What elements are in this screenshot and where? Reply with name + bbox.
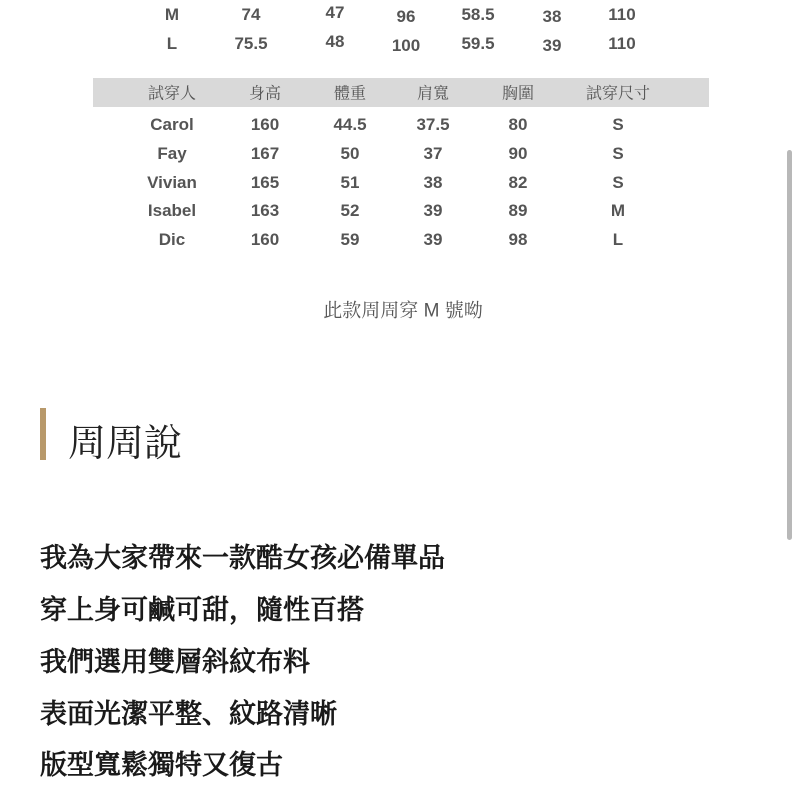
- table-cell: L: [612, 230, 624, 250]
- description-line: 我們選用雙層斜紋布料: [40, 647, 310, 677]
- table-cell: 163: [250, 201, 280, 221]
- size-measurement: 96: [396, 7, 416, 26]
- column-header: 肩寬: [416, 85, 450, 103]
- size-measurement: 58.5: [461, 5, 495, 24]
- description-line: 表面光潔平整、紋路清晰: [40, 699, 337, 729]
- description-line: 我為大家帶來一款酷女孩必備單品: [40, 543, 445, 573]
- column-header: 試穿尺寸: [585, 85, 651, 103]
- size-measurement: 39: [542, 36, 562, 55]
- table-cell: S: [612, 143, 624, 163]
- model-name: Dic: [158, 230, 186, 250]
- section-title: 周周說: [68, 423, 183, 465]
- table-cell: 37.5: [416, 115, 450, 134]
- column-header: 試穿人: [147, 85, 197, 103]
- model-name: Vivian: [147, 172, 197, 192]
- table-cell: 39: [423, 230, 443, 250]
- table-cell: 160: [250, 230, 280, 250]
- table-cell: 37: [423, 143, 443, 163]
- table-cell: M: [610, 201, 626, 221]
- scrollbar[interactable]: [787, 150, 792, 540]
- table-cell: 98: [508, 230, 528, 250]
- size-measurement: 100: [391, 36, 421, 55]
- column-header: 胸圍: [501, 85, 535, 103]
- size-measurement: 74: [241, 5, 261, 24]
- table-cell: 165: [250, 172, 280, 192]
- model-name: Fay: [157, 143, 187, 163]
- model-name: Carol: [150, 115, 194, 134]
- table-cell: 90: [508, 143, 528, 163]
- size-measurement: 75.5: [234, 34, 268, 53]
- table-cell: 38: [423, 172, 443, 192]
- table-cell: 51: [340, 172, 360, 192]
- size-measurement: 47: [325, 3, 345, 22]
- table-cell: 44.5: [333, 115, 367, 134]
- size-label: L: [166, 34, 178, 53]
- table-cell: 50: [340, 143, 360, 163]
- description-line: 穿上身可鹹可甜，隨性百搭: [40, 595, 364, 625]
- size-caption: 此款周周穿 M 號呦: [323, 300, 483, 322]
- table-cell: 167: [250, 143, 280, 163]
- table-cell: 39: [423, 201, 443, 221]
- size-measurement: 110: [608, 5, 636, 24]
- model-name: Isabel: [147, 201, 197, 221]
- column-header: 體重: [333, 85, 367, 103]
- table-cell: 89: [508, 201, 528, 221]
- size-label: M: [164, 5, 180, 24]
- size-measurement: 110: [608, 34, 636, 53]
- table-cell: 59: [340, 230, 360, 250]
- column-header: 身高: [248, 85, 282, 103]
- table-cell: 52: [340, 201, 360, 221]
- table-cell: S: [612, 172, 624, 192]
- size-measurement: 59.5: [461, 34, 495, 53]
- description-line: 版型寬鬆獨特又復古: [40, 750, 283, 780]
- heading-accent-bar: [40, 408, 46, 460]
- table-cell: 82: [508, 172, 528, 192]
- size-measurement: 38: [542, 7, 562, 26]
- size-measurement: 48: [325, 32, 345, 51]
- table-cell: 80: [508, 115, 528, 134]
- table-cell: 160: [250, 115, 280, 134]
- table-cell: S: [612, 115, 624, 134]
